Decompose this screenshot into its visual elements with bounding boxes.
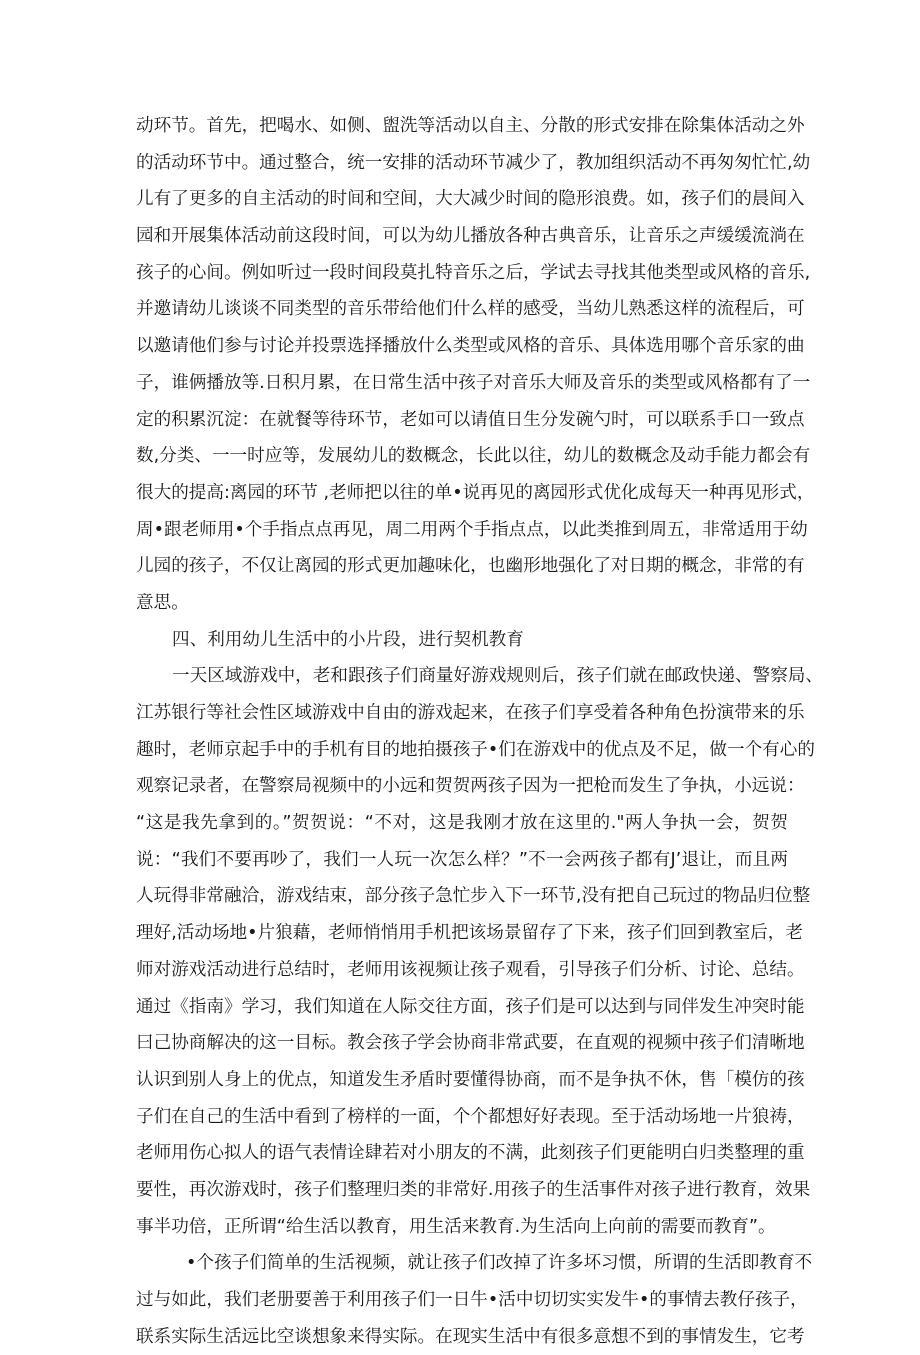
- text-line: 并邀请幼儿谈谈不同类型的音乐带给他们什么样的感受，当幼儿熟悉这样的流程后，可: [136, 299, 805, 320]
- text-line: 江苏银行等社会性区域游戏中自由的游戏起来，在孩子们享受着各种角色扮演带来的乐: [136, 703, 805, 723]
- text-line: 理好,活动场地•片狼藉，老师悄悄用手机把该场景留存了下来，孩子们回到教室后，老: [136, 923, 803, 944]
- text-line: 子们在自己的生活中看到了榜样的一面，个个都想好好表现。至于活动场地一片狼祷，: [136, 1106, 805, 1127]
- text-line: 一天区域游戏中，老和跟孩子们商量好游戏规则后，孩子们就在邮政快递、警察局、: [172, 666, 823, 687]
- text-line: 老师用伤心拟人的语气表情诠肆若对小朋友的不满，此刻孩子们更能明白归类整理的重: [136, 1143, 805, 1164]
- text-line: 儿园的孩子，不仅让离园的形式更加趣味化，也幽形地强化了对日期的概念，非常的有: [136, 556, 805, 577]
- text-line: 的活动环节中。通过整合，统一安排的活动环节减少了，教加组织活动不再匆匆忙忙,幼: [136, 152, 811, 173]
- section-heading: 四、利用幼儿生活中的小片段，进行契机教育: [172, 629, 524, 650]
- text-line: 认识到别人身上的优点，知道发生矛盾时要懂得协商，而不是争执不休，售「模仿的孩: [136, 1069, 805, 1090]
- text-line: 通过《指南》学习，我们知道在人际交往方面，孩子们是可以达到与同伴发生冲突时能: [136, 996, 805, 1017]
- text-line: 很大的提高:离园的环节 ,老师把以往的单•说再见的离园形式优化成每天一种再见形式，: [136, 482, 815, 503]
- text-line: 数,分类、一一时应等，发展幼儿的数概念，长此以往，幼儿的数概念及动手能力都会有: [136, 446, 811, 467]
- text-line: 动环节。首先，把喝水、如侧、盥洗等活动以自主、分散的形式安排在除集体活动之外: [136, 116, 805, 136]
- text-line: 过与如此，我们老册要善于利用孩子们一日牛•活中切切实实发牛•的事情去教仔孩子，: [136, 1290, 808, 1310]
- text-line: 人玩得非常融洽，游戏结束，部分孩子急忙步入下一环节,没有把自己玩过的物品归位整: [136, 886, 811, 907]
- text-line: 儿有了更多的自主活动的时间和空间，大大减少时间的隐形浪费。如，孩子们的晨间入: [136, 189, 805, 210]
- text-line: 说：“我们不要再吵了，我们一人玩一次怎么样？”不一会两孩子都有J’退让，而且两: [136, 849, 788, 870]
- text-line: 孩子的心间。例如听过一段时间段莫扎特音乐之后，学试去寻找其他类型或风格的音乐,: [136, 262, 811, 283]
- text-line: 园和开展集体活动前这段时间，可以为幼儿播放各种古典音乐，让音乐之声缓缓流淌在: [136, 226, 805, 247]
- text-line: 联系实际生活远比空谈想象来得实际。在现实生活中有很多意想不到的事情发生，它考: [136, 1326, 805, 1347]
- text-line: 师对游戏活动进行总结时，老师用该视频让孩子观看，引导孩子们分析、讨论、总结。: [136, 959, 805, 980]
- text-line: 子，谁俩播放等.日积月累，在日常生活中孩子对音乐大师及音乐的类型或风格都有了一: [136, 372, 811, 393]
- text-line: 观察记录者，在警察局视频中的小远和贺贺两孩子因为一把枪而发生了争执，小远说：: [136, 776, 805, 797]
- text-line: “这是我先拿到的。”贺贺说：“不对，这是我刚才放在这里的."两人争执一会，贺贺: [136, 813, 788, 834]
- text-line: 趣时，老师京起手中的手机有目的地拍摄孩子•们在游戏中的优点及不足，做一个有心的: [136, 739, 815, 760]
- text-line: 曰己协商解决的这一目标。教会孩子学会协商非常武要，在直观的视频中孩子们清晰地: [136, 1033, 805, 1054]
- text-line: 事半功倍，正所谓“给生活以教育，用生活来教育.为生活向上向前的需要而教育”。: [136, 1216, 776, 1237]
- text-line: 以邀请他们参与讨论并投票选择播放什么类型或风格的音乐、具体选用哪个音乐家的曲: [136, 336, 805, 357]
- text-line: 意思。: [136, 592, 189, 613]
- text-line: 要性，再次游戏时，孩子们整理归类的非常好.用孩子的生活事件对孩子进行教育，效果: [136, 1179, 811, 1200]
- text-line: 周•跟老师用•个手指点点再见，周二用两个手指点点，以此类推到周五，非常适用于幼: [136, 519, 808, 540]
- document-page: [136, 108, 823, 1355]
- text-line: •个孩子们简单的生活视频，就让孩子们改掉了许多坏习惯，所谓的生活即教育不: [186, 1253, 813, 1274]
- text-line: 定的积累沉淀：在就餐等待环节，老如可以请值日生分发碗勺时，可以联系手口一致点: [136, 409, 805, 430]
